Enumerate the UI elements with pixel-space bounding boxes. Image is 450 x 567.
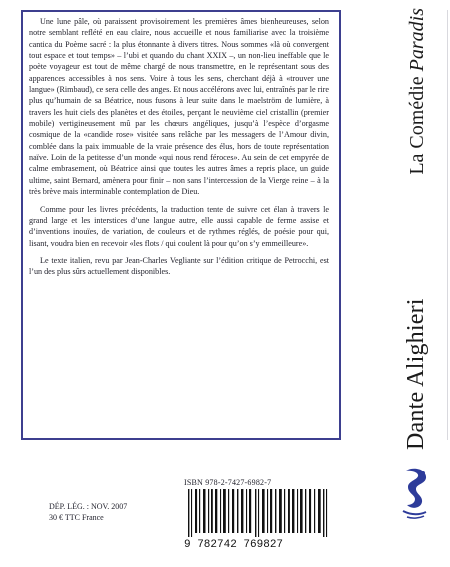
spine-title	[406, 8, 429, 248]
barcode-digits: 9 782742 769827	[184, 539, 284, 549]
price: 30 € TTC France	[49, 512, 104, 522]
barcode-icon	[180, 489, 340, 549]
spine-title-main: La Comédie	[406, 76, 428, 175]
blurb-paragraph-2: Comme pour les livres précédents, la traduction tente de suivre cet élan à travers le grand large et les interstices d’une langue autre, elle aussi capable de ferme assise et d’inventions inouïes, de variation, de couleurs et de rythmes réglés, de poésie pour qui, lisant, voudra bien en recevoir «les flots / qui coulent là pour qu’on s’y emmeilleure».	[29, 204, 329, 248]
blurb-paragraph-3: Le texte italien, revu par Jean-Charles Vegliante sur l’édition critique de Petrocchi, est l’un des plus sûrs actuellement disponibles.	[29, 255, 329, 277]
legal-info	[49, 502, 127, 523]
isbn-label: ISBN 978-2-7427-6982-7	[184, 478, 272, 487]
spine-edge	[447, 10, 448, 440]
publisher-logo-icon	[396, 465, 436, 520]
spine-author: Dante Alighieri	[403, 298, 429, 450]
spine-subtitle: Paradis	[406, 8, 428, 72]
blurb-paragraph-1: Une lune pâle, où paraissent provisoirement les premières âmes bienheureuses, selon notre semblant reflété en eau claire, nous accueille et nous familiarise avec la troisième cantica du Poème sacré : la plus étonnante à divers titres. Nous sommes «là où convergent tout espace et tout temps» – l’ubi et quando du chant XXIX –, un non-lieu ineffable que le poète voyageur est tout de même chargé de nous transmettre, en le représentant sous des apparences accessibles à nos sens. Voire à tous les sens, cherchant déjà à «trouver une langue» (Rimbaud), ce sera celle des anges. Et nous accélérons avec lui, entraînés par le rire plus qu’humain de sa Béatrice, nous fusons à leur suite dans le maelström de lumière, à travers les huit ciels des planètes et des étoiles, perçant le neuvième ciel cristallin (premier mobile) vertigineusement mû par les chœurs angéliques, jusqu’à l’espèce d’orgasme cosmique de la «candide rose» visitée sans relâche par les messagers de l’Amour divin, comblée dans la paix immuable de la vraie présence des élus, hors de toute représentation naïve. Loin de la petitesse d’un monde «qui nous rend féroces». Au sein de cet empyrée de calme embrasement, où Béatrice ainsi que toutes les autres âmes a repris place, un guide ultime, saint Bernard, amènera pour finir – non sans l’intercession de la Vierge reine – à la très brève mais interminable contemplation de Dieu.	[29, 17, 329, 197]
blurb-text	[29, 16, 329, 278]
legal-deposit: DÉP. LÉG. : NOV. 2007	[49, 502, 128, 511]
